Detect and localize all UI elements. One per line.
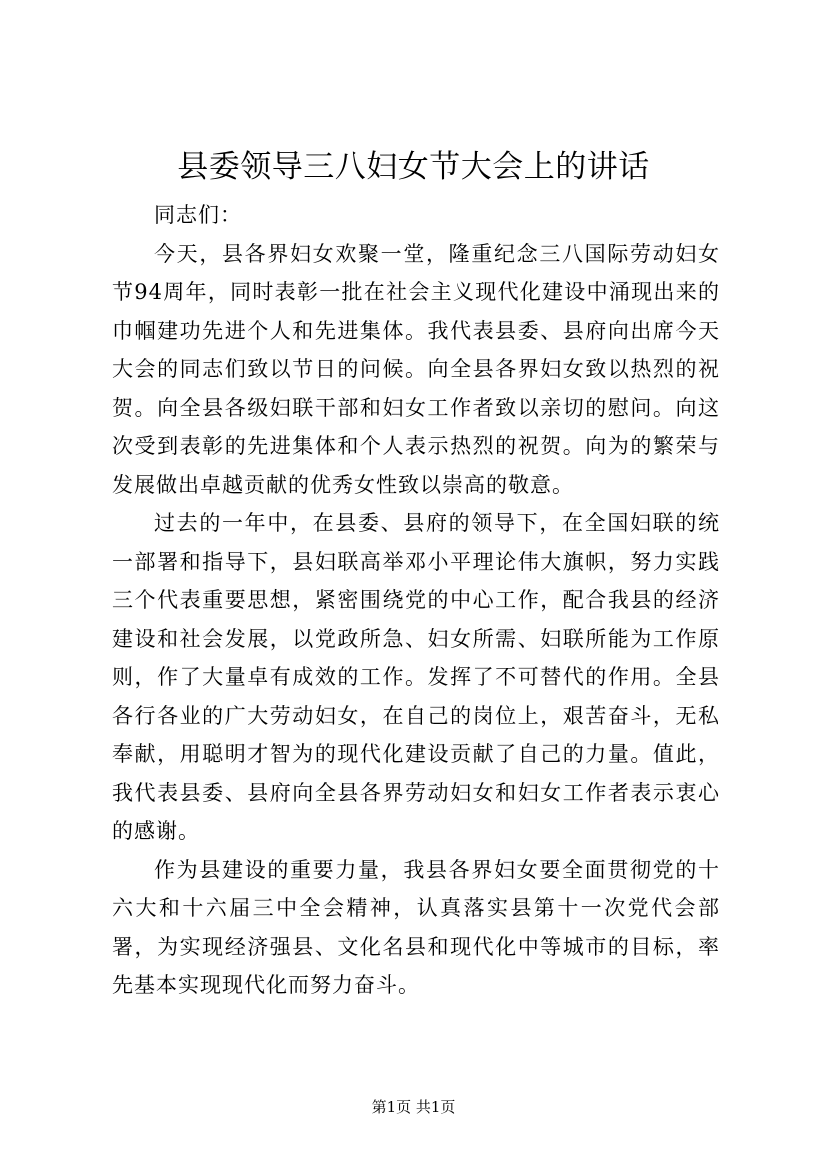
document-body (112, 196, 720, 1005)
paragraph-1: 今天，县各界妇女欢聚一堂，隆重纪念三八国际劳动妇女节94周年，同时表彰一批在社会主义现代化建设中涌现出来的巾帼建功先进个人和先进集体。我代表县委、县府向出席今天大会的同志们致以节日的问候。向全县各界妇女致以热烈的祝贺。向全县各级妇联干部和妇女工作者致以亲切的慰问。向这次受到表彰的先进集体和个人表示热烈的祝贺。向为的繁荣与发展做出卓越贡献的优秀女性致以崇高的敬意。 (112, 241, 720, 497)
page-number-footer: 第1页 共1页 (371, 1098, 456, 1116)
document-title: 县委领导三八妇女节大会上的讲话 (177, 149, 650, 185)
paragraph-2: 过去的一年中，在县委、县府的领导下，在全国妇联的统一部署和指导下，县妇联高举邓小平理论伟大旗帜，努力实践三个代表重要思想，紧密围绕党的中心工作，配合我县的经济建设和社会发展，以党政所急、妇女所需、妇联所能为工作原则，作了大量卓有成效的工作。发挥了不可替代的作用。全县各行各业的广大劳动妇女，在自己的岗位上，艰苦奋斗，无私奉献，用聪明才智为的现代化建设贡献了自己的力量。值此，我代表县委、县府向全县各界劳动妇女和妇女工作者表示衷心的感谢。 (112, 511, 720, 843)
salutation: 同志们： (154, 203, 242, 227)
paragraph-3: 作为县建设的重要力量，我县各界妇女要全面贯彻党的十六大和十六届三中全会精神，认真落实县第十一次党代会部署，为实现经济强县、文化名县和现代化中等城市的目标，率先基本实现现代化而努力奋斗。 (112, 857, 720, 997)
